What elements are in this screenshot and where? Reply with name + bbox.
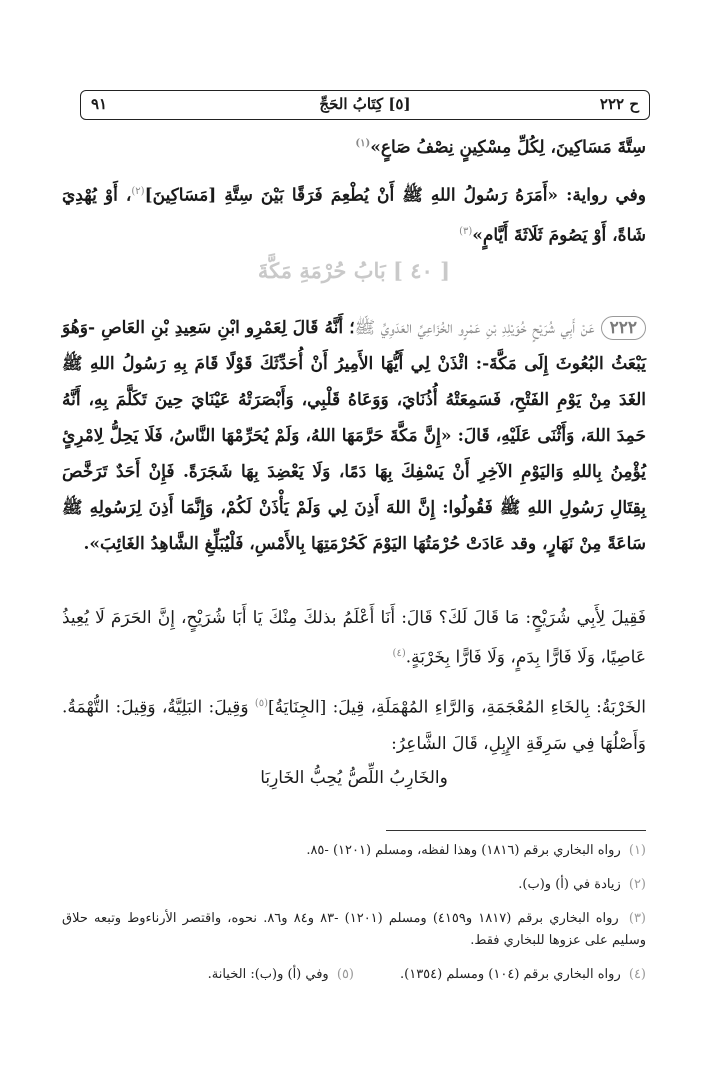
hadith-paragraph — [62, 310, 646, 562]
footnote-text: زيادة في (أ) و(ب). — [518, 877, 621, 892]
footnote-text: رواه البخاري برقم (١٨١٧ و٤١٥٩) ومسلم (١٢٠١) -٨٣ و٨٤ و٨٦. نحوه، واقتصر الأرناءوط وتبعه حلاق وسليم على عزوها للبخاري فقط. — [62, 911, 646, 948]
footnote-item — [62, 874, 646, 896]
footnote-marker: (٥) — [254, 698, 268, 709]
footnote-row — [62, 964, 646, 986]
hadith-narrator: عَنْ أَبِي شُرَيْحٍ خُوَيْلِدِ بْنِ عَمْرٍو الخُزَاعِيِّ العَدَوِيِّ ﷺ — [354, 318, 595, 338]
footnote-number: (٣) — [628, 911, 646, 926]
hadith-text: ؛ أَنَّهُ قَالَ لِعَمْرِو ابْنِ سَعِيدِ بْنِ العَاصِ -وَهُوَ يَبْعَثُ البُعُوثَ إِلَى مَكَّةَ-: ائْذَنْ لِي أَيُّهَا الأَمِيرُ أَنْ أُحَدِّثَكَ قَوْلًا قَامَ بِهِ رَسُولُ اللهِ ﷺ الغَدَ مِنْ يَوْمِ الفَتْحِ، فَسَمِعَتْهُ أُذُنَايَ، وَوَعَاهُ قَلْبِي، وَأَبْصَرَتْهُ عَيْنَايَ حِينَ تَكَلَّمَ بِهِ، أَنَّهُ حَمِدَ اللهَ، وَأَثْنَى عَلَيْهِ، قَالَ: «إِنَّ مَكَّةَ حَرَّمَهَا اللهُ، وَلَمْ يُحَرِّمْهَا النَّاسُ، فَلَا يَحِلُّ لِامْرِئٍ يُؤْمِنُ بِاللهِ وَاليَوْمِ الآخِرِ أَنْ يَسْفِكَ بِهَا دَمًا، وَلَا يَعْضِدَ بِهَا شَجَرَةً. فَإِنْ أَحَدٌ تَرَخَّصَ بِقِتَالِ رَسُولِ اللهِ ﷺ فَقُولُوا: إِنَّ اللهَ أَذِنَ لِي وَلَمْ يَأْذَنْ لَكُمْ، وَإِنَّمَا أَذِنَ لِرَسُولِهِ ﷺ سَاعَةً مِنْ نَهَارٍ، وقد عَادَتْ حُرْمَتُهَا اليَوْمَ كَحُرْمَتِهَا بِالأَمْسِ، فَلْيُبَلِّغِ الشَّاهِدُ الغَائِبَ». — [62, 318, 646, 554]
kharba-text-2: وَقِيلَ: البَلِيَّةُ، وَقِيلَ: التُّهْمَةُ. وَأَصْلُهَا فِي سَرِقَةِ الإِبِلِ، قَالَ الشَّاعِرُ: — [62, 697, 646, 754]
footnote-item — [62, 840, 646, 862]
running-header — [80, 90, 650, 120]
paragraph-abu-shurayh — [62, 600, 646, 676]
footnote-marker: (٣) — [459, 225, 473, 237]
footnote-text: رواه البخاري برقم (١٨١٦) وهذا لفظه، ومسلم (١٢٠١) -٨٥. — [306, 843, 621, 858]
hadith-number-badge: ٢٢٢ — [601, 316, 646, 340]
paragraph-continuation — [62, 126, 646, 166]
footnotes — [62, 840, 646, 998]
footnote-item — [208, 964, 354, 986]
abu-shurayh-text: فَقِيلَ لِأَبِي شُرَيْحٍ: مَا قَالَ لَكَ؟ قَالَ: أَنَا أَعْلَمُ بذلكَ مِنْكَ يَا أَبَا شُرَيْحٍ، إِنَّ الحَرَمَ لَا يُعِيذُ عَاصِيًا، وَلَا فَارًّا بِدَمٍ، وَلَا فَارًّا بِخَرْبَةٍ. — [62, 608, 646, 668]
footnote-number: (١) — [628, 843, 646, 858]
hadith-reference: ح ٢٢٢ — [599, 95, 639, 113]
footnote-number: (٥) — [336, 967, 354, 982]
footnote-text: رواه البخاري برقم (١٠٤) ومسلم (١٣٥٤). — [400, 967, 621, 982]
footnote-marker: (٤) — [392, 648, 406, 659]
footnote-marker: (٢) — [131, 186, 145, 197]
poetry-verse: والخَارِبُ اللِّصُّ يُحِبُّ الخَارِبَا — [260, 768, 448, 788]
continuation-text: سِتَّةَ مَسَاكِينَ، لِكُلِّ مِسْكِينٍ نِصْفُ صَاعٍ» — [370, 137, 646, 158]
footnote-number: (٤) — [628, 967, 646, 982]
chapter-title: [٥] كِتَابُ الحَجِّ — [319, 95, 411, 113]
riwaya-text-1: وفي رواية: «أَمَرَهُ رَسُولُ اللهِ ﷺ أَنْ يُطْعِمَ فَرَقًا بَيْنَ سِتَّةِ [مَسَاكِينَ] — [144, 185, 646, 206]
footnote-divider — [386, 830, 646, 831]
section-title: [ ٤٠ ] بَابُ حُرْمَةِ مَكَّةَ — [257, 258, 451, 283]
paragraph-kharba — [62, 686, 646, 762]
footnote-item — [62, 908, 646, 952]
footnote-marker: (١) — [355, 138, 371, 149]
kharba-text-1: الخَرْبَةُ: بِالخَاءِ المُعْجَمَةِ، وَالرَّاءِ المُهْمَلَةِ، قِيلَ: [الجِنَايَةُ] — [268, 697, 646, 718]
page-number: ٩١ — [91, 95, 108, 113]
footnote-item — [400, 964, 646, 986]
riwaya-text-2: ، أَوْ يُهْدِيَ شَاةً، أَوْ يَصُومَ ثَلَاثَةَ أَيَّامٍ» — [62, 185, 646, 246]
paragraph-riwaya — [62, 174, 646, 253]
footnote-text: وفي (أ) و(ب): الخيانة. — [207, 967, 329, 982]
footnote-number: (٢) — [628, 877, 646, 892]
